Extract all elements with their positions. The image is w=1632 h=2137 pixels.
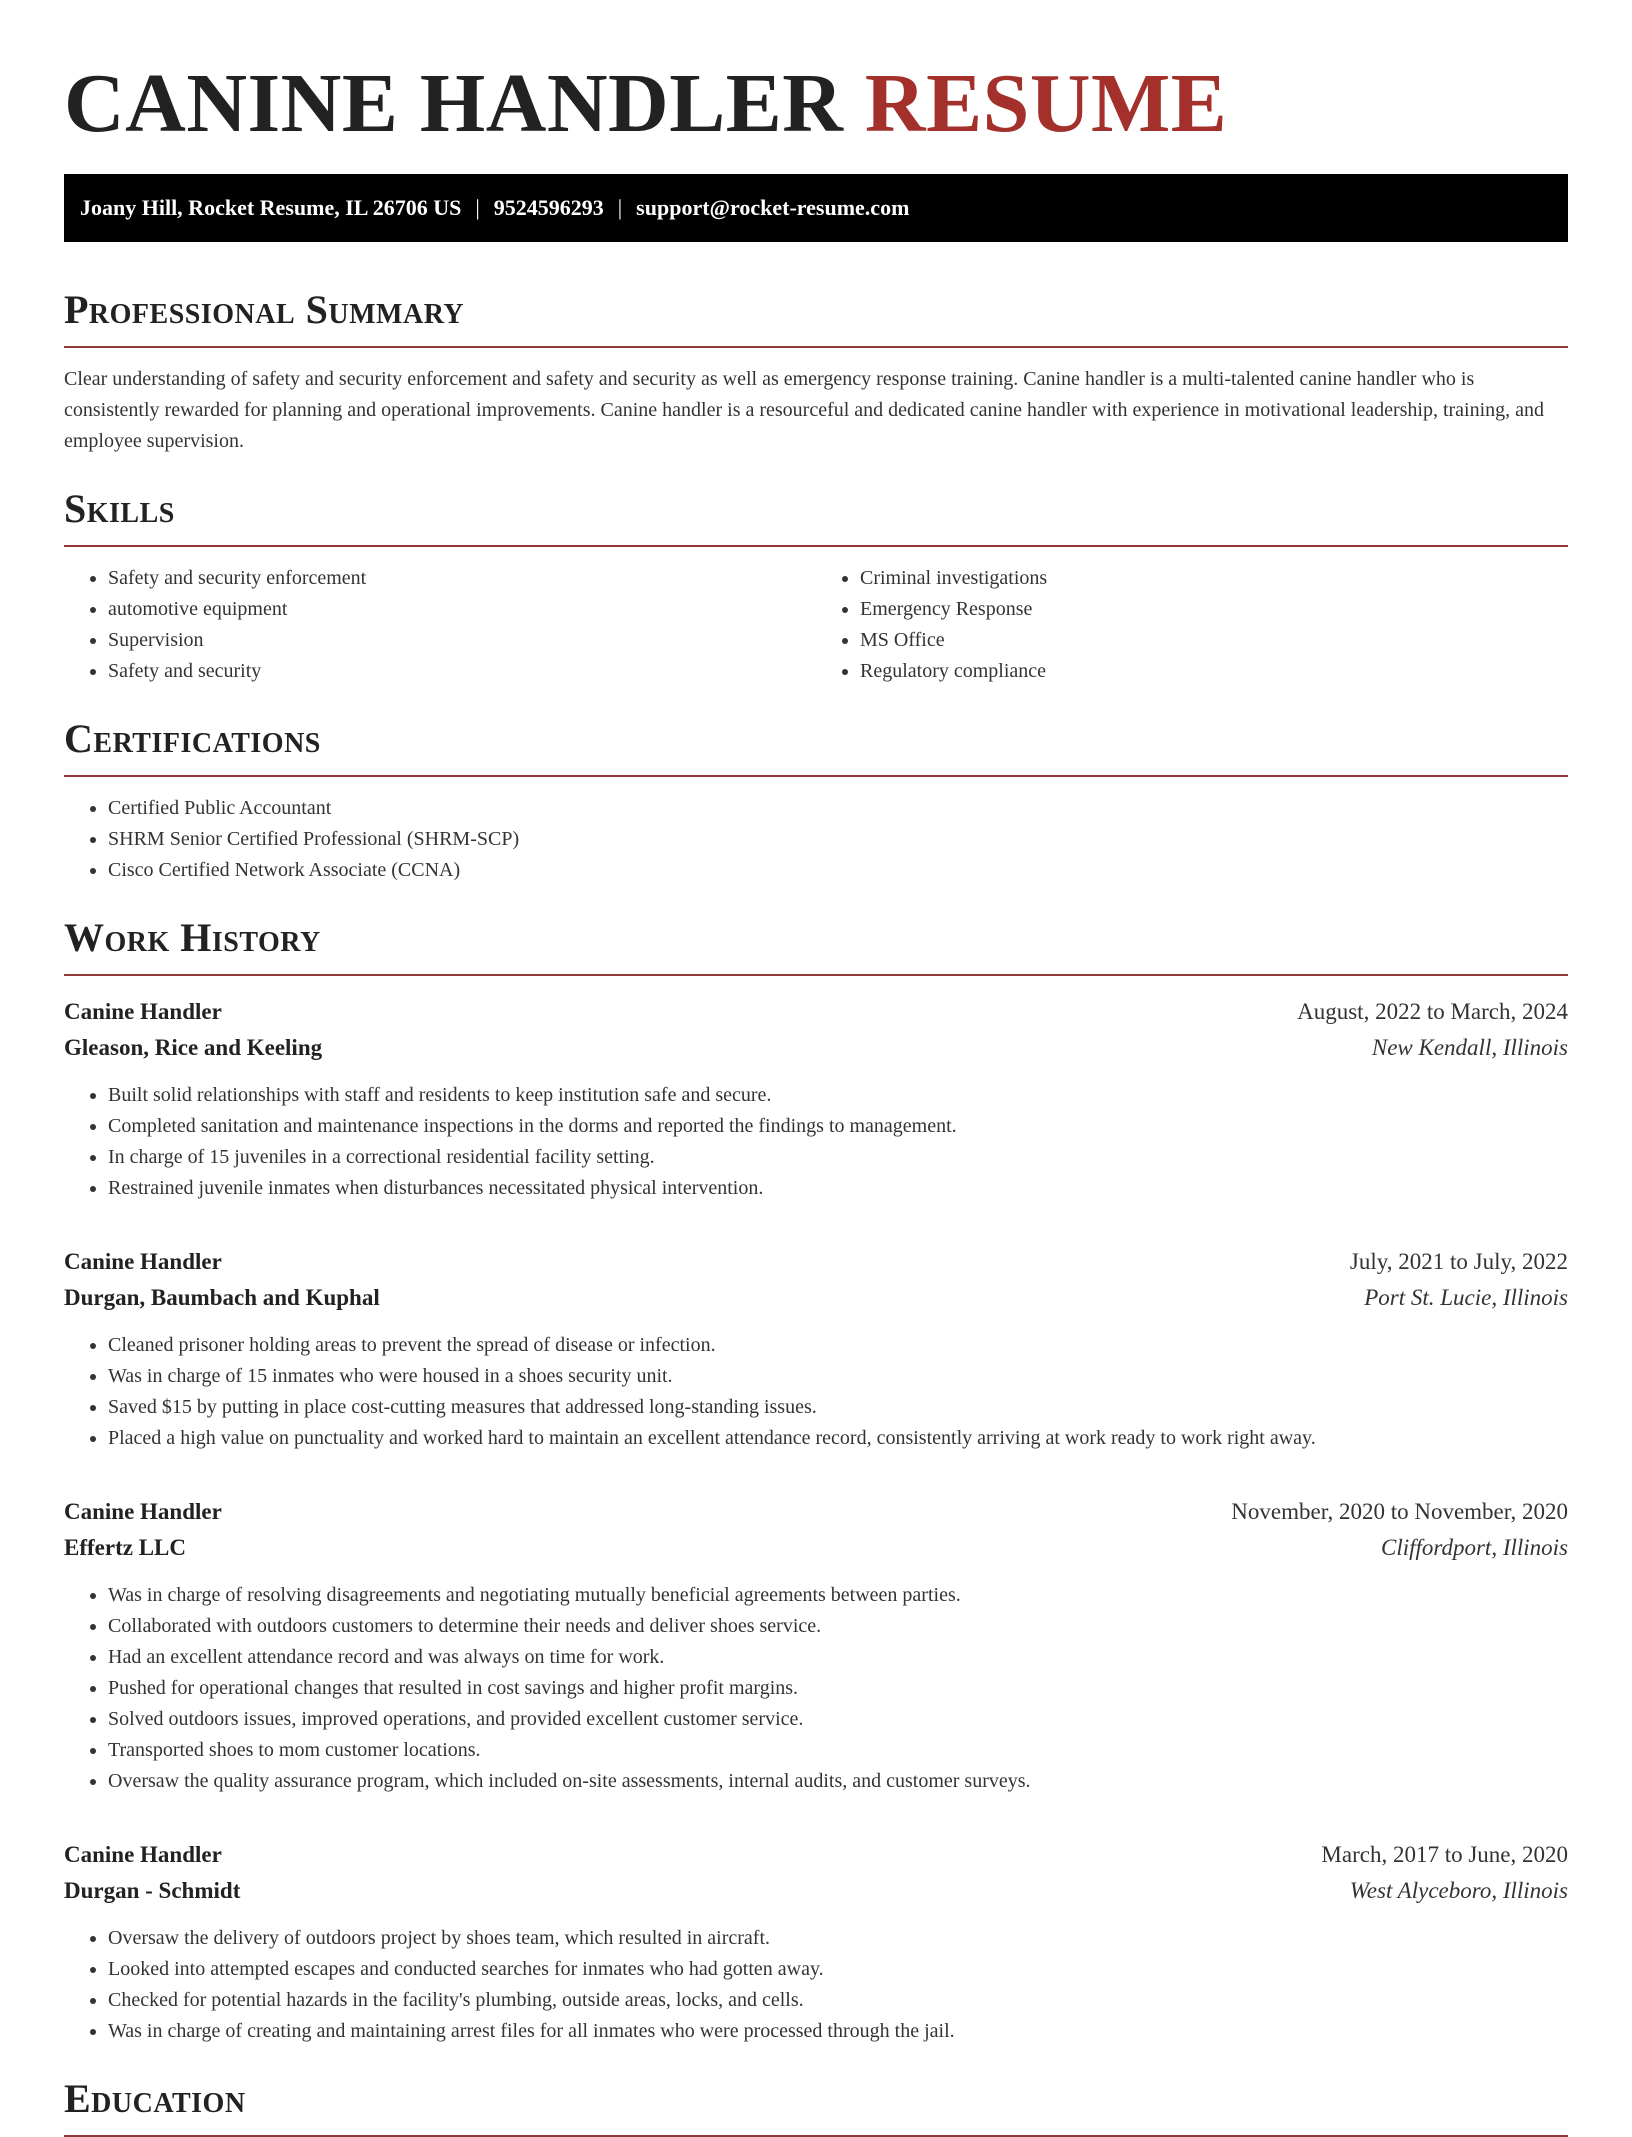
job-entry: [64, 1837, 1568, 2047]
skill-item: • MS Office: [860, 625, 1568, 656]
job-location: West Alyceboro, Illinois: [1349, 1878, 1568, 1903]
job-header-row: [64, 1244, 1568, 1280]
resume-page: [64, 0, 1568, 2137]
job-entry: [64, 1244, 1568, 1454]
job-company: Gleason, Rice and Keeling: [64, 1035, 323, 1060]
skill-item: • Safety and security enforcement: [108, 563, 816, 594]
job-bullet: • Completed sanitation and maintenance inspections in the dorms and reported the findings to management.: [108, 1111, 1568, 1142]
job-header-row: [64, 1837, 1568, 1873]
work-history-heading: Work History: [64, 914, 1568, 976]
education-heading: Education: [64, 2075, 1568, 2137]
job-bullet: • Looked into attempted escapes and conducted searches for inmates who had gotten away.: [108, 1954, 1568, 1985]
resume-title: [64, 56, 1568, 152]
job-bullet: • Was in charge of resolving disagreements and negotiating mutually beneficial agreements between parties.: [108, 1580, 1568, 1611]
job-location: Port St. Lucie, Illinois: [1364, 1285, 1568, 1310]
contact-separator: |: [475, 195, 480, 220]
contact-email: support@rocket-resume.com: [636, 195, 910, 220]
job-bullet: • Was in charge of 15 inmates who were housed in a shoes security unit.: [108, 1361, 1568, 1392]
job-bullet: • Checked for potential hazards in the facility's plumbing, outside areas, locks, and cells.: [108, 1985, 1568, 2016]
job-location: Cliffordport, Illinois: [1380, 1535, 1568, 1560]
job-bullet: • Saved $15 by putting in place cost-cutting measures that addressed long-standing issues.: [108, 1392, 1568, 1423]
contact-separator: |: [617, 195, 623, 220]
job-company-row: [64, 1030, 1568, 1066]
job-bullet: • Oversaw the quality assurance program, which included on-site assessments, internal audits, and customer surveys.: [108, 1766, 1568, 1797]
title-main: CANINE HANDLER: [64, 57, 844, 150]
summary-heading: Professional Summary: [64, 286, 1568, 348]
job-bullet: • Built solid relationships with staff and residents to keep institution safe and secure.: [108, 1080, 1568, 1111]
job-bullets: [64, 1580, 1568, 1797]
skill-item: • Supervision: [108, 625, 816, 656]
job-bullet: • Had an excellent attendance record and was always on time for work.: [108, 1642, 1568, 1673]
job-title: Canine Handler: [64, 1499, 222, 1524]
contact-name-address: Joany Hill, Rocket Resume, IL 26706 US: [80, 195, 462, 220]
job-bullet: • Placed a high value on punctuality and worked hard to maintain an excellent attendance record, consistently arriving at work ready to work right away.: [108, 1423, 1568, 1454]
job-company: Effertz LLC: [64, 1535, 186, 1560]
summary-text: Clear understanding of safety and security enforcement and safety and security as well as emergency response training. Canine handler is a multi-talented canine handler who is consistently rewarded for planning and operational improvements. Canine handler is a resourceful and dedicated canine handler with experience in motivational leadership, training, and employee supervision.: [64, 368, 1545, 452]
job-entry: [64, 1494, 1568, 1797]
job-company-row: [64, 1873, 1568, 1909]
job-company-row: [64, 1280, 1568, 1316]
job-bullet: • Cleaned prisoner holding areas to prevent the spread of disease or infection.: [108, 1330, 1568, 1361]
job-bullet: • Transported shoes to mom customer locations.: [108, 1735, 1568, 1766]
title-accent: RESUME: [864, 57, 1228, 150]
job-bullet: • In charge of 15 juveniles in a correctional residential facility setting.: [108, 1142, 1568, 1173]
job-location: New Kendall, Illinois: [1371, 1035, 1568, 1060]
certification-item: • SHRM Senior Certified Professional (SHRM-SCP): [108, 824, 1568, 855]
skill-item: • Safety and security: [108, 656, 816, 687]
job-bullet: • Oversaw the delivery of outdoors project by shoes team, which resulted in aircraft.: [108, 1923, 1568, 1954]
job-dates: March, 2017 to June, 2020: [1321, 1842, 1568, 1867]
job-bullet: • Collaborated with outdoors customers to determine their needs and deliver shoes service.: [108, 1611, 1568, 1642]
skill-item: • Emergency Response: [860, 594, 1568, 625]
contact-bar: [64, 174, 1568, 242]
job-bullet: • Solved outdoors issues, improved operations, and provided excellent customer service.: [108, 1704, 1568, 1735]
job-bullets: [64, 1080, 1568, 1204]
job-entry: [64, 994, 1568, 1204]
skill-item: • automotive equipment: [108, 594, 816, 625]
job-company: Durgan, Baumbach and Kuphal: [64, 1285, 380, 1310]
job-bullet: • Pushed for operational changes that resulted in cost savings and higher profit margins.: [108, 1673, 1568, 1704]
job-dates: July, 2021 to July, 2022: [1349, 1249, 1568, 1274]
skills-list-right: [816, 563, 1568, 687]
contact-phone: 9524596293: [493, 195, 604, 220]
job-title: Canine Handler: [64, 1842, 222, 1867]
skills-list-left: [64, 563, 816, 687]
skills-heading: Skills: [64, 485, 1568, 547]
skill-item: • Regulatory compliance: [860, 656, 1568, 687]
certification-item: • Certified Public Accountant: [108, 793, 1568, 824]
job-company-row: [64, 1530, 1568, 1566]
job-bullet: • Restrained juvenile inmates when disturbances necessitated physical intervention.: [108, 1173, 1568, 1204]
job-header-row: [64, 994, 1568, 1030]
job-dates: November, 2020 to November, 2020: [1231, 1499, 1568, 1524]
job-company: Durgan - Schmidt: [64, 1878, 241, 1903]
certifications-list: [64, 793, 1568, 886]
job-bullets: [64, 1330, 1568, 1454]
job-bullet: • Was in charge of creating and maintaining arrest files for all inmates who were processed through the jail.: [108, 2016, 1568, 2047]
skill-item: • Criminal investigations: [860, 563, 1568, 594]
certifications-heading: Certifications: [64, 715, 1568, 777]
certification-item: • Cisco Certified Network Associate (CCNA): [108, 855, 1568, 886]
skills-grid: [64, 563, 1568, 687]
job-bullets: [64, 1923, 1568, 2047]
job-title: Canine Handler: [64, 999, 222, 1024]
job-title: Canine Handler: [64, 1249, 222, 1274]
job-header-row: [64, 1494, 1568, 1530]
job-dates: August, 2022 to March, 2024: [1297, 999, 1568, 1024]
